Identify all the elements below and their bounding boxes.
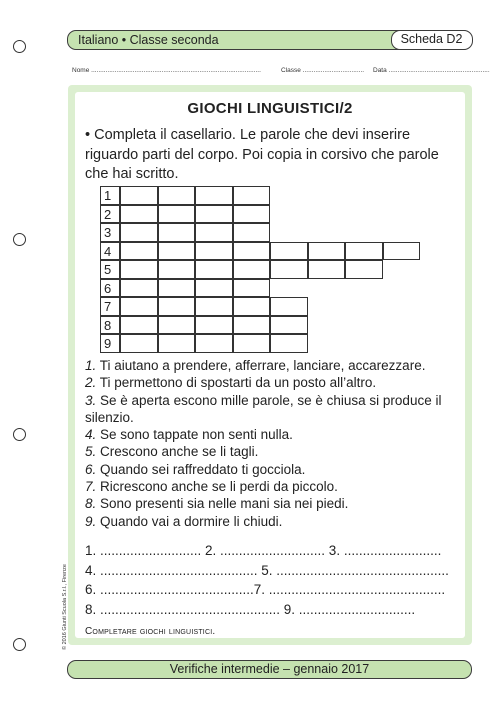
grid-cell[interactable]	[345, 242, 383, 261]
grid-cell[interactable]	[233, 223, 271, 242]
grid-cell[interactable]	[120, 316, 158, 335]
grid-cell[interactable]	[308, 260, 346, 279]
grid-row-number: 8	[104, 317, 112, 333]
date-field: Data ........................................................	[373, 67, 490, 74]
binder-hole-bottom	[13, 638, 26, 651]
grid-row-number: 1	[104, 188, 112, 203]
grid-cell[interactable]	[233, 297, 271, 316]
grid-cell[interactable]	[158, 279, 196, 298]
grid-number-cell	[100, 260, 120, 279]
sheet-label: Scheda D2	[391, 30, 473, 50]
grid-number-cell	[100, 223, 120, 242]
grid-number-cell	[100, 334, 120, 353]
binder-hole-lower	[13, 428, 26, 441]
grid-row-number: 5	[104, 262, 112, 277]
clue-item	[85, 461, 470, 478]
grid-cell[interactable]	[270, 297, 308, 316]
answer-line: 4. .......................................... 5. ..............................................	[85, 562, 449, 578]
clue-number: 4.	[85, 427, 97, 443]
grid-cell[interactable]	[158, 223, 196, 242]
clue-list	[85, 357, 470, 530]
grid-cell[interactable]	[158, 316, 196, 335]
grid-cell[interactable]	[195, 223, 233, 242]
clue-text: Sono presenti sia nelle mani sia nei piedi.	[96, 496, 349, 512]
grid-row-number: 7	[104, 299, 112, 314]
grid-cell[interactable]	[195, 186, 233, 205]
grid-row-number: 6	[104, 280, 112, 296]
clue-item	[85, 374, 470, 391]
clue-number: 6.	[85, 461, 97, 477]
binder-hole-top	[13, 40, 26, 53]
grid-cell[interactable]	[158, 334, 196, 353]
clue-text: Ricrescono anche se li perdi da piccolo.	[96, 479, 338, 495]
grid-cell[interactable]	[120, 279, 158, 298]
copyright-note: © 2016 Giunti Scuola S.r.l., Firenze	[62, 564, 68, 650]
subject-label: Italiano • Classe seconda	[78, 33, 219, 47]
complete-label: Completare giochi linguistici.	[85, 626, 216, 637]
grid-cell[interactable]	[195, 297, 233, 316]
grid-cell[interactable]	[383, 242, 421, 261]
grid-number-cell	[100, 205, 120, 224]
grid-cell[interactable]	[233, 316, 271, 335]
clue-item	[85, 426, 470, 443]
grid-cell[interactable]	[195, 205, 233, 224]
grid-cell[interactable]	[158, 186, 196, 205]
class-field: Classe ..................................	[281, 67, 365, 74]
grid-row-number: 2	[104, 206, 112, 222]
answer-line: 8. ................................................ 9. ...............................	[85, 601, 416, 617]
grid-row-number: 9	[104, 336, 112, 351]
grid-cell[interactable]	[270, 260, 308, 279]
grid-cell[interactable]	[120, 334, 158, 353]
grid-cell[interactable]	[233, 260, 271, 279]
clue-text: Crescono anche se li tagli.	[96, 444, 259, 460]
clue-item	[85, 443, 470, 460]
header-bar	[67, 30, 472, 50]
grid-cell[interactable]	[195, 316, 233, 335]
instructions: • Completa il casellario. Le parole che devi inserire riguardo parti del corpo. Poi copia in corsivo che parole che hai scritto.	[85, 127, 439, 182]
grid-cell[interactable]	[308, 242, 346, 261]
grid-cell[interactable]	[120, 242, 158, 261]
grid-number-cell	[100, 297, 120, 316]
grid-cell[interactable]	[195, 242, 233, 261]
clue-number: 9.	[85, 513, 97, 529]
grid-cell[interactable]	[233, 205, 271, 224]
grid-cell[interactable]	[158, 260, 196, 279]
grid-cell[interactable]	[120, 297, 158, 316]
binder-hole-upper	[13, 233, 26, 246]
grid-row-number: 4	[104, 243, 112, 259]
grid-cell[interactable]	[158, 242, 196, 261]
grid-number-cell	[100, 242, 120, 261]
answer-line: 6. .........................................7. ...............................................	[85, 582, 446, 597]
grid-cell[interactable]	[233, 242, 271, 261]
clue-item	[85, 495, 470, 512]
clue-item	[85, 478, 470, 495]
grid-cell[interactable]	[270, 242, 308, 261]
name-field: Nome ..............................................................................................	[72, 67, 261, 74]
footer-bar: Verifiche intermedie – gennaio 2017	[67, 660, 472, 679]
grid-number-cell	[100, 186, 120, 205]
grid-cell[interactable]	[158, 297, 196, 316]
grid-cell[interactable]	[195, 334, 233, 353]
clue-number: 8.	[85, 496, 97, 512]
grid-cell[interactable]	[120, 260, 158, 279]
page-title: GIOCHI LINGUISTICI/2	[187, 100, 353, 117]
grid-row-number: 3	[104, 225, 112, 240]
clue-item	[85, 513, 470, 530]
grid-cell[interactable]	[120, 186, 158, 205]
grid-cell[interactable]	[120, 223, 158, 242]
clue-text: Quando vai a dormire li chiudi.	[96, 513, 283, 529]
clue-text: Ti aiutano a prendere, afferrare, lanciare, accarezzare.	[96, 358, 426, 373]
clue-text: Ti permettono di spostarti da un posto all’altro.	[96, 375, 377, 391]
grid-cell[interactable]	[195, 279, 233, 298]
grid-cell[interactable]	[158, 205, 196, 224]
grid-cell[interactable]	[233, 279, 271, 298]
clue-item	[85, 357, 470, 374]
grid-number-cell	[100, 316, 120, 335]
grid-cell[interactable]	[233, 186, 271, 205]
grid-cell[interactable]	[345, 260, 383, 279]
clue-number: 2.	[85, 375, 97, 391]
answer-lines	[85, 541, 470, 619]
clue-item	[85, 392, 470, 427]
grid-cell[interactable]	[233, 334, 271, 353]
clue-number: 5.	[85, 444, 97, 460]
clue-text: Se è aperta escono mille parole, se è chiusa si produce il silenzio.	[85, 392, 442, 425]
grid-number-cell	[100, 279, 120, 298]
grid-cell[interactable]	[270, 316, 308, 335]
answer-line: 1. ........................... 2. ............................ 3. ..........................	[85, 543, 442, 558]
clue-text: Se sono tappate non senti nulla.	[96, 427, 293, 443]
clue-number: 1.	[85, 358, 97, 373]
grid-cell[interactable]	[270, 334, 308, 353]
clue-number: 7.	[85, 479, 97, 495]
clue-number: 3.	[85, 392, 97, 408]
grid-cell[interactable]	[195, 260, 233, 279]
grid-cell[interactable]	[120, 205, 158, 224]
clue-text: Quando sei raffreddato ti gocciola.	[96, 461, 306, 477]
